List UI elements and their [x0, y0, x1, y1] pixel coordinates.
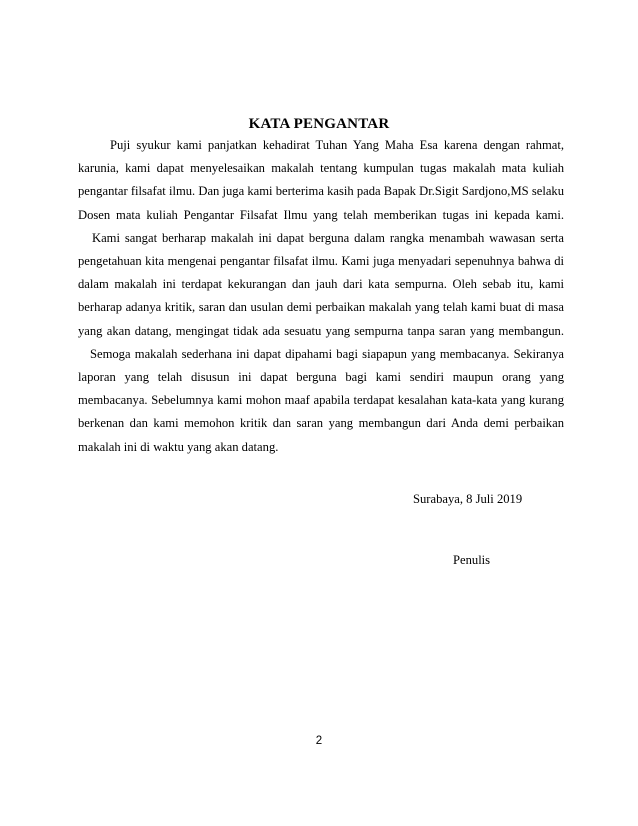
page-title: KATA PENGANTAR	[248, 116, 390, 132]
paragraph-3: Semoga makalah sederhana ini dapat dipahami bagi siapapun yang membacanya. Sekiranya laporan yang telah disusun ini dapat berguna bagi kami sendiri maupun orang yang membacanya. Sebelumnya kami mohon maaf apabila terdapat kesalahan kata-kata yang kurang berkenan dan kami memohon kritik dan saran yang membangun dari Anda demi perbaikan makalah ini di waktu yang akan datang.	[78, 346, 564, 454]
place-date: Surabaya, 8 Juli 2019	[413, 492, 523, 506]
page-number: 2	[315, 735, 323, 747]
body-text	[78, 134, 564, 459]
paragraph-2: Kami sangat berharap makalah ini dapat berguna dalam rangka menambah wawasan serta pengetahuan kita mengenai pengantar filsafat ilmu. Kami juga menyadari sepenuhnya bahwa di dalam makalah ini terdapat kekurangan dan jauh dari kata sempurna. Oleh sebab itu, kami berharap adanya kritik, saran dan usulan demi perbaikan makalah yang telah kami buat di masa yang akan datang, mengingat tidak ada sesuatu yang sempurna tanpa saran yang membangun.	[78, 230, 564, 338]
paragraph-1: Puji syukur kami panjatkan kehadirat Tuhan Yang Maha Esa karena dengan rahmat, karunia, kami dapat menyelesaikan makalah tentang kumpulan tugas makalah mata kuliah pengantar filsafat ilmu. Dan juga kami berterima kasih pada Bapak Dr.Sigit Sardjono,MS selaku Dosen mata kuliah Pengantar Filsafat Ilmu yang telah memberikan tugas ini kepada kami.	[78, 138, 564, 222]
author-signature: Penulis	[453, 553, 491, 567]
